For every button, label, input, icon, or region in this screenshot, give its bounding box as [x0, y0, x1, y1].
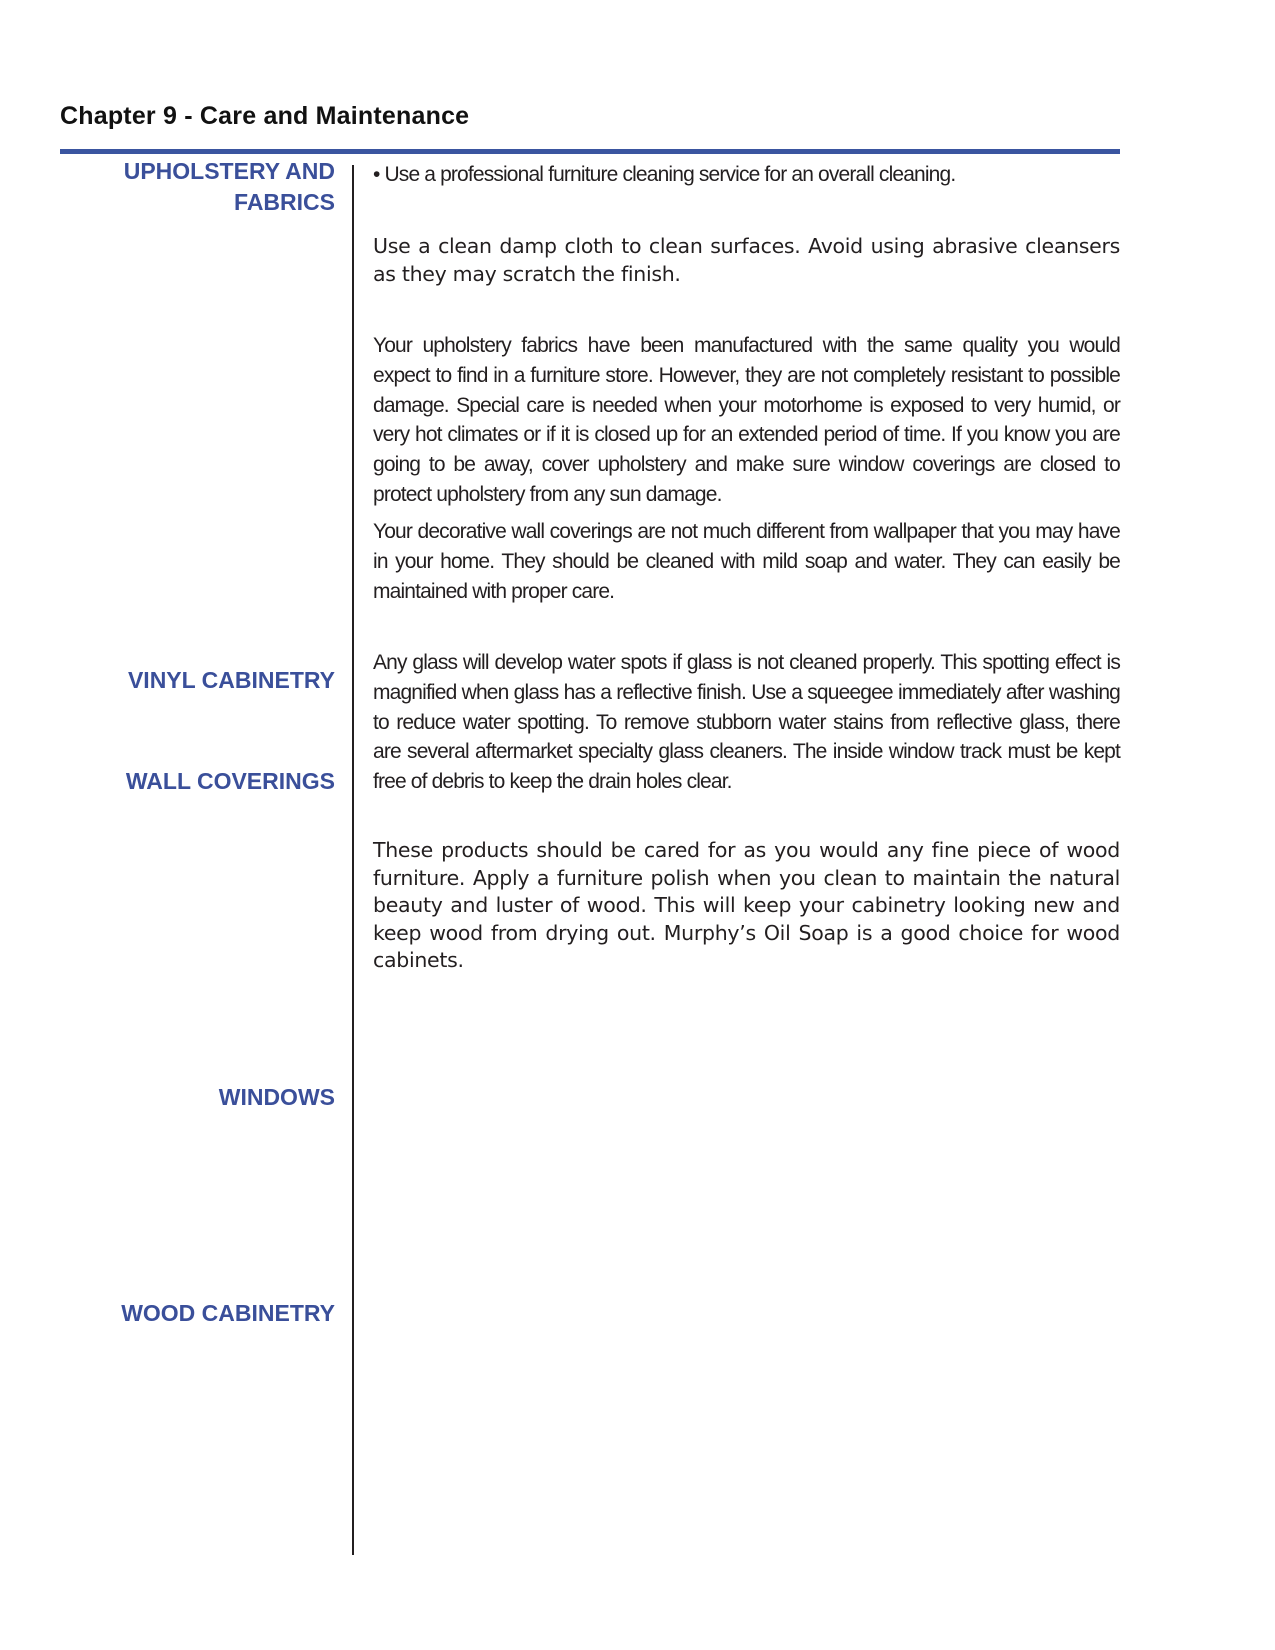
heading-windows: WINDOWS — [218, 1084, 335, 1110]
title-rule — [60, 149, 1120, 154]
heading-vinyl-cabinetry: VINYL CABINETRY — [127, 667, 335, 693]
column-divider — [352, 165, 354, 1555]
paragraph-vinyl-cabinetry: Use a clean damp cloth to clean surfaces. Avoid using abrasive cleansers as they may scratch the finish. — [373, 234, 1120, 286]
heading-upholstery-and-fabrics: UPHOLSTERY AND FABRICS — [123, 158, 335, 215]
heading-wall-coverings: WALL COVERINGS — [125, 768, 335, 794]
paragraph-upholstery: Your upholstery fabrics have been manufactured with the same quality you would expect to find in a furniture store. However, they are not completely resistant to possible damage. Special care is needed when your motorhome is exposed to very humid, or very hot climates or if it is closed up for an extended period of time. If you know you are going to be away, cover upholstery and make sure window coverings are closed to protect upholstery from any sun damage. — [373, 334, 1120, 506]
chapter-title: Chapter 9 - Care and Maintenance — [60, 102, 470, 130]
paragraph-wall-coverings: Your decorative wall coverings are not much different from wallpaper that you may have in your home. They should be cleaned with mild soap and water. They can easily be maintained with proper care. — [373, 520, 1120, 603]
paragraph-windows: Any glass will develop water spots if glass is not cleaned properly. This spotting effect is magnified when glass has a reflective finish. Use a squeegee immediately after washing to reduce water spotting. To remove stubborn water stains from reflective glass, there are several aftermarket specialty glass cleaners. The inside window track must be kept free of debris to keep the drain holes clear. — [373, 651, 1120, 794]
paragraph-cleaning-service: • Use a professional furniture cleaning service for an overall cleaning. — [373, 163, 956, 186]
heading-wood-cabinetry: WOOD CABINETRY — [121, 1300, 335, 1326]
paragraph-wood-cabinetry: These products should be cared for as you would any fine piece of wood furniture. Apply a furniture polish when you clean to maintain the natural beauty and luster of wood. This will keep your cabinetry looking new and keep wood from drying out. Murphy’s Oil Soap is a good choice for wood cabinets. — [373, 838, 1120, 972]
